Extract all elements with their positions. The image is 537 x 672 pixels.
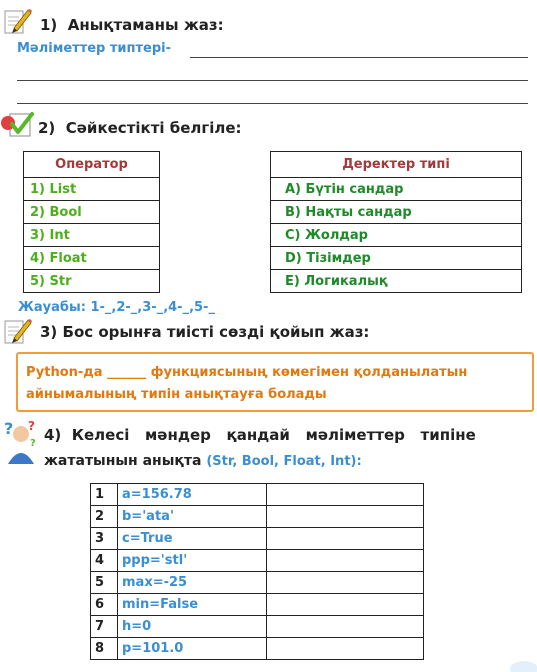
row-answer-cell[interactable] [267, 528, 424, 550]
data-type-item[interactable]: B) Нақты сандар [271, 201, 522, 224]
q2-title: 2) Сәйкестікті белгіле: [38, 119, 242, 137]
q2-answer[interactable]: Жауабы: 1-_,2-_,3-_,4-_,5-_ [18, 300, 215, 315]
row-value: a=156.78 [118, 484, 267, 506]
values-table [90, 483, 424, 660]
data-type-header: Деректер типі [271, 152, 522, 178]
row-value: h=0 [118, 616, 267, 638]
row-number: 1 [91, 484, 118, 506]
table-row [91, 506, 424, 528]
operator-item[interactable]: 5) Str [24, 270, 160, 293]
operator-item[interactable]: 4) Float [24, 247, 160, 270]
row-value: p=101.0 [118, 638, 267, 660]
row-answer-cell[interactable] [267, 572, 424, 594]
row-answer-cell[interactable] [267, 550, 424, 572]
table-row [91, 616, 424, 638]
decorative-cloud [500, 655, 537, 672]
row-value: max=-25 [118, 572, 267, 594]
q4-title-line-2: жататынын анықта (Str, Bool, Float, Int): [44, 453, 362, 469]
pencil-paper-icon [2, 316, 32, 346]
operator-item[interactable]: 1) List [24, 178, 160, 201]
row-answer-cell[interactable] [267, 616, 424, 638]
table-row [91, 550, 424, 572]
data-type-item[interactable]: C) Жолдар [271, 224, 522, 247]
table-row [91, 528, 424, 550]
q3-box-line-2: айнымалының типін анықтауға болады [26, 387, 327, 402]
row-value: c=True [118, 528, 267, 550]
row-answer-cell[interactable] [267, 594, 424, 616]
table-row [91, 594, 424, 616]
row-number: 8 [91, 638, 118, 660]
q1-answer-line-3[interactable] [17, 103, 528, 104]
data-type-item[interactable]: D) Тізімдер [271, 247, 522, 270]
row-value: b='ata' [118, 506, 267, 528]
q3-task-box [16, 352, 534, 412]
q1-answer-line-2[interactable] [17, 80, 528, 81]
row-number: 7 [91, 616, 118, 638]
row-value: min=False [118, 594, 267, 616]
row-answer-cell[interactable] [267, 484, 424, 506]
data-type-item[interactable]: A) Бүтін сандар [271, 178, 522, 201]
data-type-table [270, 151, 522, 293]
q3-box-line-1[interactable]: Python-да ______ функциясының көмегімен қолданылатын [26, 365, 468, 380]
row-answer-cell[interactable] [267, 506, 424, 528]
svg-text:?: ? [30, 438, 36, 449]
row-number: 4 [91, 550, 118, 572]
q4-title-line-1: 4) Келесі мәндер қандай мәліметтер типіне [44, 426, 476, 444]
q1-title: 1) Анықтаманы жаз: [40, 16, 224, 34]
table-row [91, 572, 424, 594]
q1-label: Мәліметтер типтері- [17, 41, 172, 56]
row-number: 6 [91, 594, 118, 616]
svg-text:?: ? [4, 420, 14, 438]
table-row [91, 484, 424, 506]
row-number: 2 [91, 506, 118, 528]
pencil-paper-icon [2, 6, 32, 36]
table-row [91, 638, 424, 660]
row-answer-cell[interactable] [267, 638, 424, 660]
row-number: 3 [91, 528, 118, 550]
operator-item[interactable]: 2) Bool [24, 201, 160, 224]
operator-item[interactable]: 3) Int [24, 224, 160, 247]
operator-header: Оператор [24, 152, 160, 178]
q1-answer-line-1[interactable] [190, 57, 528, 58]
checkmark-icon [0, 110, 34, 140]
data-type-item[interactable]: E) Логикалық [271, 270, 522, 293]
svg-text:?: ? [28, 420, 35, 433]
row-value: ppp='stl' [118, 550, 267, 572]
question-person-icon [2, 420, 40, 468]
operator-table [23, 151, 160, 293]
q3-title: 3) Бос орынға тиісті сөзді қойып жаз: [40, 323, 370, 341]
row-number: 5 [91, 572, 118, 594]
